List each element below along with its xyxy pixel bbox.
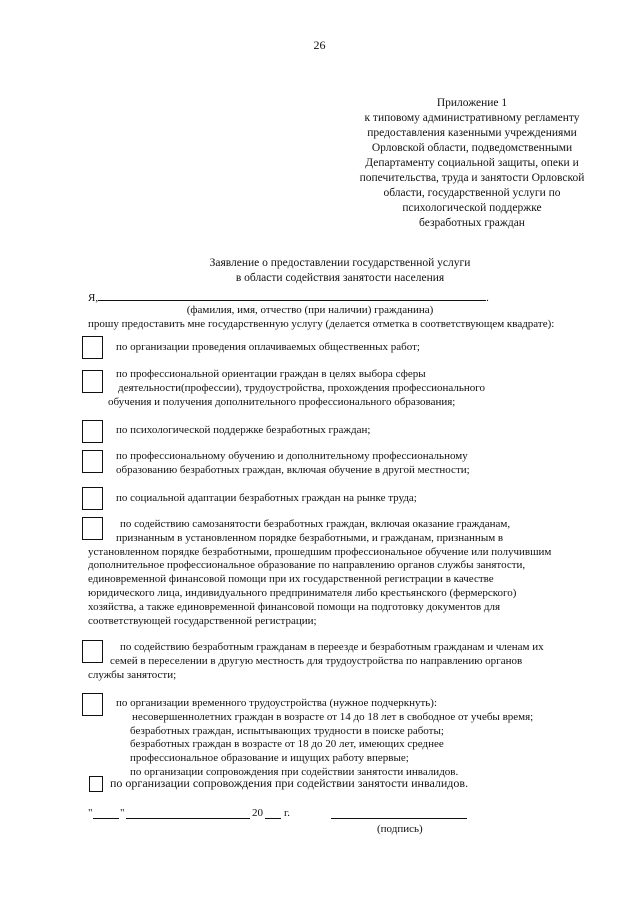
option-career-guidance: [108, 368, 486, 409]
appendix-line: Департаменту социальной защиты, опеки и: [365, 157, 579, 169]
option-temporary-employment: [116, 697, 533, 780]
option-line: соответствующей государственной регистрации;: [88, 614, 317, 627]
appendix-line: попечительства, труда и занятости Орловской: [359, 172, 585, 184]
document-title: [120, 256, 560, 286]
date-year-prefix: 20: [252, 807, 263, 819]
option-line: юридического лица, индивидуального предпринимателя либо крестьянского (фермерского): [88, 586, 517, 599]
option-line: по организации сопровождения при содействии занятости инвалидов.: [110, 776, 469, 790]
option-line: по содействию безработным гражданам в переезде и безработным гражданам и членам их: [120, 641, 544, 653]
option-line: признанным в установленном порядке безработными, и гражданам, признанным в: [116, 531, 504, 544]
request-text: прошу предоставить мне государственную услугу (делается отметка в соответствующем квадрате):: [88, 318, 555, 330]
applicant-suffix: .: [486, 292, 489, 304]
option-line: установленном порядке безработными, прошедшим профессиональное обучение или получившим: [88, 545, 552, 558]
option-checkbox-vocational-training[interactable]: [82, 450, 103, 473]
option-line: по содействию самозанятости безработных граждан, включая оказание гражданам,: [120, 518, 511, 530]
option-line: службы занятости;: [88, 668, 177, 681]
option-line: обучения и получения дополнительного профессионального образования;: [108, 395, 456, 408]
option-line: деятельности(профессии), трудоустройства, прохождения профессионального: [118, 381, 486, 394]
page-number: 26: [313, 38, 326, 52]
date-open-quote: ": [88, 807, 93, 819]
option-social-adaptation: [116, 492, 417, 506]
option-checkbox-career-guidance[interactable]: [82, 370, 103, 393]
date-day-field[interactable]: [93, 818, 119, 819]
appendix-line: безработных граждан: [419, 217, 525, 229]
option-line: несовершеннолетних граждан в возрасте от 14 до 18 лет в свободное от учебы время;: [132, 710, 534, 723]
applicant-prefix: Я,: [88, 292, 99, 304]
option-line: единовременной финансовой помощи при их государственной регистрации в качестве: [88, 573, 494, 586]
option-line: безработных граждан, испытывающих трудности в поиске работы;: [130, 724, 444, 737]
date-month-field[interactable]: [126, 818, 250, 819]
option-line: безработных граждан в возрасте от 18 до 20 лет, имеющих среднее: [130, 738, 444, 751]
option-line: дополнительное профессиональное образование по направлению органов службы занятости,: [88, 559, 526, 572]
option-checkbox-psychological-support[interactable]: [82, 420, 103, 443]
option-line: по организации сопровождения при содействии занятости инвалидов.: [130, 765, 459, 778]
option-checkbox-public-works[interactable]: [82, 336, 103, 359]
option-self-employment: [88, 518, 551, 628]
appendix-header: [322, 96, 622, 231]
option-checkbox-disability-support[interactable]: [89, 776, 103, 792]
title-line-2: в области содействия занятости населения: [235, 272, 445, 284]
option-relocation: [88, 641, 544, 682]
applicant-name-field[interactable]: [98, 289, 486, 301]
option-line: по профессиональному обучению и дополнительному профессиональному: [116, 450, 468, 462]
appendix-line: Орловской области, подведомственными: [371, 142, 573, 154]
date-year-suffix: г.: [284, 807, 291, 819]
option-line: по профессиональной ориентации граждан в целях выбора сферы: [116, 368, 426, 380]
option-checkbox-social-adaptation[interactable]: [82, 487, 103, 510]
option-vocational-training: [116, 450, 470, 478]
appendix-line: предоставления казенными учреждениями: [367, 127, 577, 139]
option-disability-support: [110, 777, 468, 791]
option-psychological-support: [116, 424, 370, 438]
option-line: профессиональное образование и ищущих работу впервые;: [130, 752, 409, 765]
date-close-quote: ": [120, 807, 125, 819]
option-line: хозяйства, а также единовременной финансовой помощи на подготовку документов для: [88, 600, 501, 613]
date-year-field[interactable]: [265, 818, 281, 819]
title-line-1: Заявление о предоставлении государственной услуги: [209, 257, 471, 269]
signature-caption: (подпись): [377, 823, 423, 835]
appendix-line: психологической поддержке: [402, 202, 542, 214]
option-line: по организации проведения оплачиваемых общественных работ;: [116, 341, 420, 353]
appendix-line: Приложение 1: [436, 97, 508, 109]
option-line: семей в переселении в другую местность для трудоустройства по направлению органов: [110, 654, 523, 667]
option-public-works: [116, 341, 420, 355]
option-line: по психологической поддержке безработных граждан;: [116, 424, 371, 436]
applicant-name-hint: (фамилия, имя, отчество (при наличии) гражданина): [186, 304, 434, 316]
option-checkbox-temporary-employment[interactable]: [82, 693, 103, 716]
option-line: по социальной адаптации безработных граждан на рынке труда;: [116, 492, 417, 504]
option-line: по организации временного трудоустройства (нужное подчеркнуть):: [116, 697, 437, 709]
appendix-line: к типовому административному регламенту: [364, 112, 580, 124]
option-line: образованию безработных граждан, включая обучение в другой местности;: [116, 463, 470, 476]
appendix-line: области, государственной услуги по: [383, 187, 561, 199]
signature-field[interactable]: [331, 818, 467, 819]
